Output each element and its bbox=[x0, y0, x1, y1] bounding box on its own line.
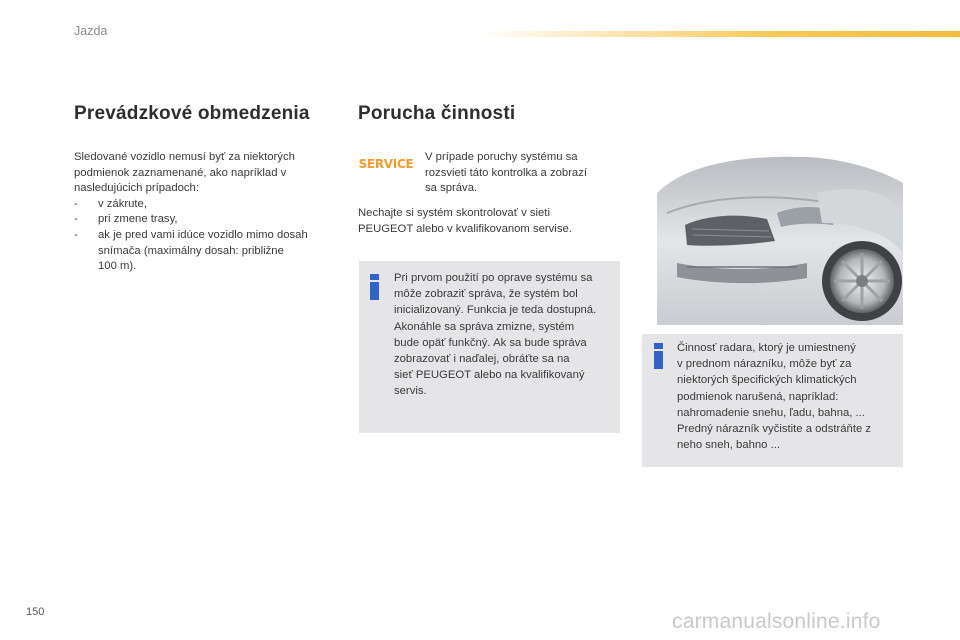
intro-line: podmienok zaznamenané, ako napríklad v bbox=[74, 166, 287, 179]
footer-watermark: carmanualsonline.info bbox=[672, 610, 881, 633]
info-box-radar bbox=[642, 334, 903, 467]
info-icon bbox=[654, 343, 663, 369]
info-box-reinit bbox=[359, 261, 620, 433]
section-title: Jazda bbox=[74, 24, 108, 38]
list-item: - pri zmene trasy, bbox=[74, 213, 178, 226]
page-number: 150 bbox=[26, 606, 45, 618]
intro-line: Sledované vozidlo nemusí byť za niektorých bbox=[74, 151, 295, 163]
service-warning-icon: SERVICE bbox=[358, 157, 414, 171]
limits-list bbox=[74, 197, 344, 275]
list-item: - v zákrute, bbox=[74, 197, 147, 210]
list-item: - ak je pred vami idúce vozidlo mimo dosah snímača (maximálny dosah: približne 100 m). bbox=[74, 228, 308, 273]
info-icon bbox=[370, 274, 379, 300]
header-decoration-bar bbox=[480, 31, 960, 37]
heading-malfunction: Porucha činnosti bbox=[358, 103, 516, 124]
info-box-text: Činnosť radara, ktorý je umiestnený v prednom nárazníku, môže byť za niektorých špecifických klimatických podmienok narušená, napríklad: nahromadenie snehu, ľadu, bahna, ... Predný nárazník vyčistite a odstráňte z neho sneh, bahno ... bbox=[677, 342, 872, 452]
service-text: V prípade poruchy systému sa rozsvieti táto kontrolka a zobrazí sa správa. bbox=[425, 151, 587, 195]
operating-limits-text bbox=[74, 150, 344, 275]
heading-operating-limits: Prevádzkové obmedzenia bbox=[74, 103, 310, 124]
car-front-illustration bbox=[657, 153, 903, 325]
info-box-text: Pri prvom použití po oprave systému sa môže zobraziť správa, že systém bol inicializovaný. Funkcia je teda dostupná. Akonáhle sa správa zmizne, systém bude opäť funkčný. Ak sa bude správa zobrazovať i naďalej, obráťte sa na sieť PEUGEOT alebo na kvalifikovaný servis. bbox=[394, 272, 597, 398]
check-text: Nechajte si systém skontrolovať v sieti PEUGEOT alebo v kvalifikovanom servise. bbox=[358, 207, 572, 235]
intro-line: nasledujúcich prípadoch: bbox=[74, 182, 199, 195]
